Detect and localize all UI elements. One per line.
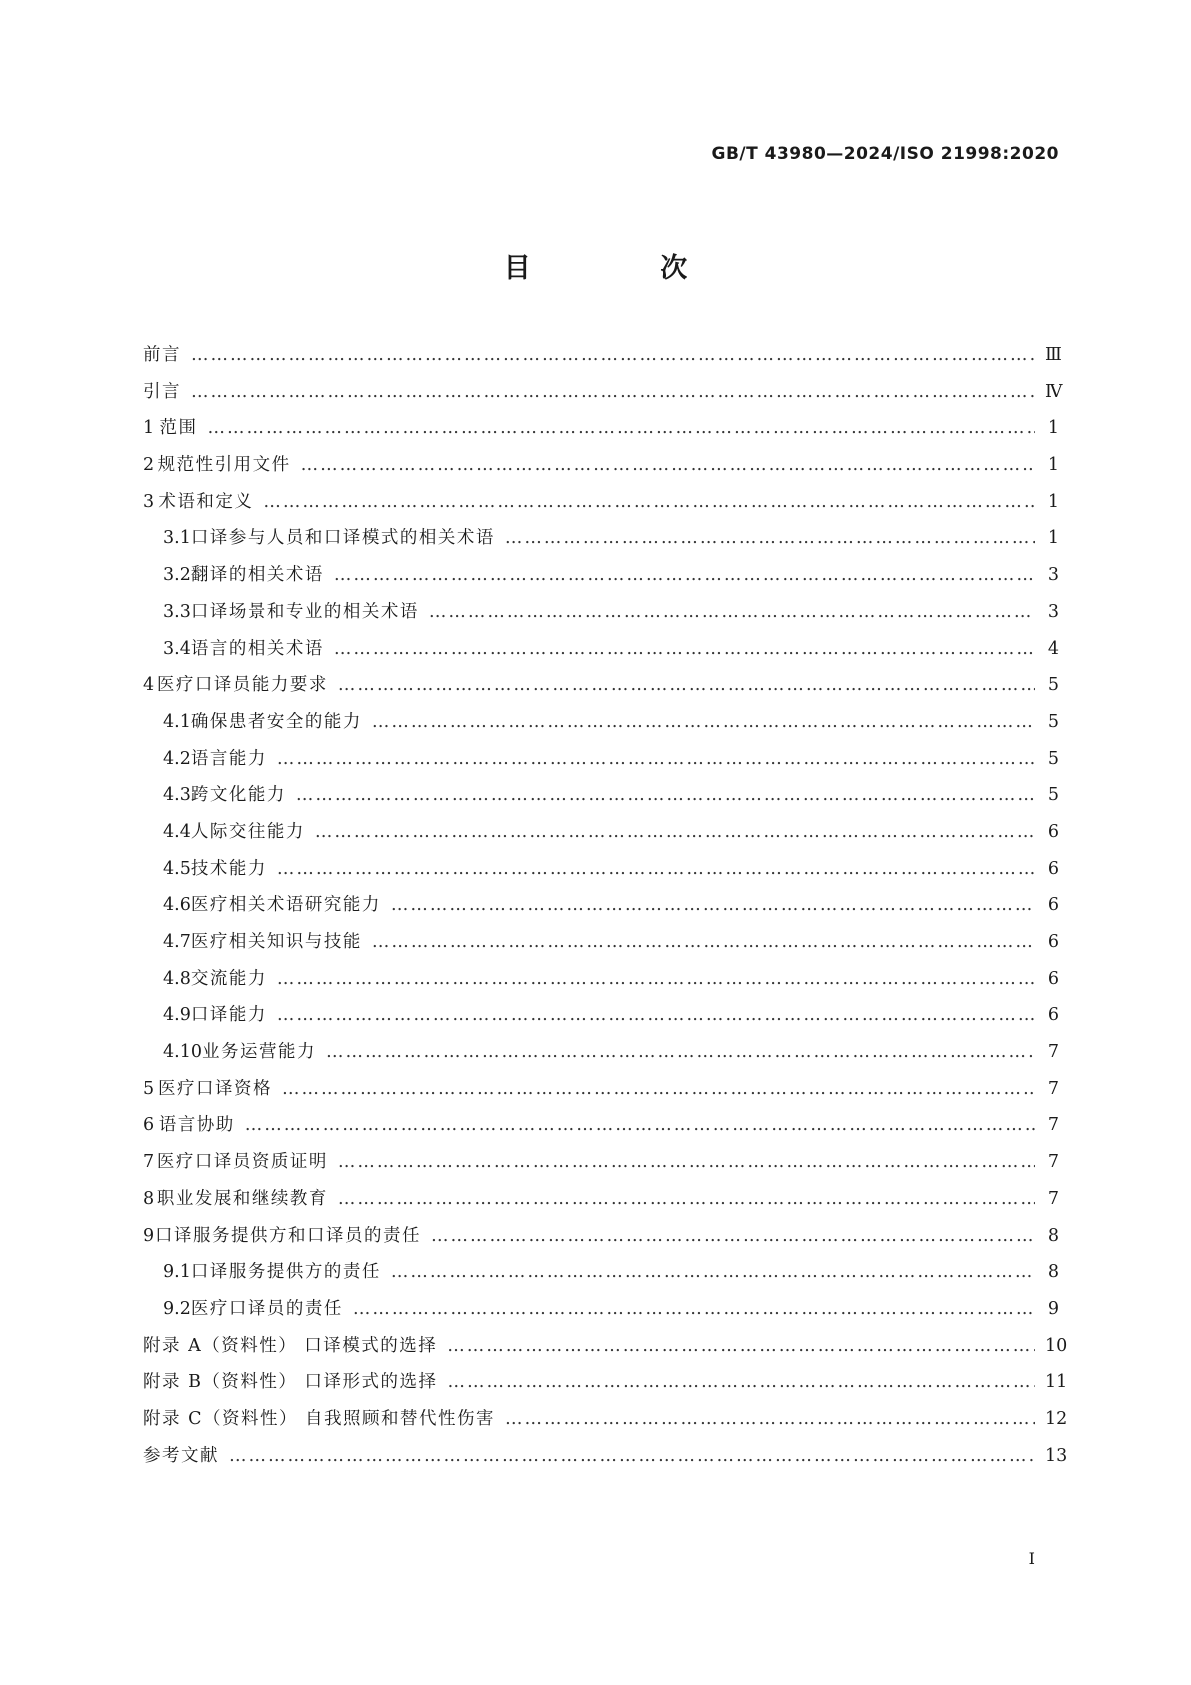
toc-entry-label: 规范性引用文件 [157,455,291,476]
toc-entry-label: 口译能力 [190,1005,267,1026]
toc-entry[interactable] [143,374,1063,411]
toc-leader-dots [208,410,1036,447]
toc-entry-page: 3 [1047,565,1059,586]
toc-entry-label: 口译场景和专业的相关术语 [190,601,419,622]
toc-entry-label: 引言 [143,381,181,402]
toc-entry[interactable] [143,704,1059,741]
toc-entry-label: 医疗口译员资质证明 [156,1152,328,1173]
toc-entry-page: 6 [1047,1005,1059,1026]
toc-entry-label: 职业发展和继续教育 [156,1188,328,1209]
toc-entry-page: 8 [1047,1225,1059,1246]
toc-leader-dots [431,1218,1035,1255]
toc-entry-number: 4.1 [163,711,191,732]
toc-entry-number: 4.2 [163,748,191,769]
toc-leader-dots [334,557,1035,594]
toc-entry-label: 范围 [159,418,198,439]
toc-leader-dots [353,1291,1035,1328]
toc-entry-number: 4.7 [163,932,191,952]
toc-entry[interactable] [143,1071,1059,1108]
toc-entry-page: 7 [1047,1115,1059,1136]
toc-entry[interactable] [143,1401,1068,1438]
toc-leader-dots [338,1181,1035,1218]
toc-entry-page: 11 [1045,1372,1068,1393]
toc-entry-label: 业务运营能力 [201,1042,316,1063]
toc-entry[interactable] [143,1291,1059,1328]
toc-entry-label: 技术能力 [190,858,267,879]
toc-leader-dots [282,1071,1035,1108]
toc-entry-page: 5 [1047,748,1059,769]
footer-page-number: Ⅰ [1028,1549,1035,1568]
toc-leader-dots [338,667,1035,704]
toc-entry-number: 9 [143,1225,155,1246]
toc-leader-dots [296,777,1035,814]
toc-entry[interactable] [143,997,1059,1034]
toc-entry-label: 口译服务提供方和口译员的责任 [155,1225,422,1246]
toc-entry-label: 医疗口译员的责任 [190,1298,343,1319]
toc-entry-number: 3.4 [163,638,191,659]
toc-entry-label: 交流能力 [190,968,267,989]
toc-entry[interactable] [143,1328,1068,1365]
toc-leader-dots [448,1364,1036,1401]
toc-entry-number: 3.3 [163,601,191,622]
toc-entry-label: 口译服务提供方的责任 [190,1262,381,1283]
toc-entry-page: 7 [1047,1078,1059,1099]
toc-entry-number: 8 [143,1188,155,1209]
toc-entry-label: 语言能力 [190,748,267,769]
toc-leader-dots [191,337,1035,374]
toc-entry-number: 4.10 [163,1042,202,1063]
toc-entry[interactable] [143,1107,1059,1144]
toc-entry-number: 4.4 [163,821,191,842]
toc-entry-page: 6 [1047,932,1059,952]
toc-leader-dots [391,887,1035,924]
toc-leader-dots [326,1034,1035,1071]
toc-entry[interactable] [143,667,1059,704]
toc-entry[interactable] [143,1034,1059,1071]
toc-entry-label: 医疗相关术语研究能力 [190,895,381,916]
toc-entry[interactable] [143,1438,1068,1475]
table-of-contents [143,337,1068,1474]
toc-entry[interactable] [143,594,1059,631]
toc-leader-dots [277,851,1035,888]
toc-leader-dots [391,1254,1035,1291]
toc-entry-number: 4.9 [163,1005,191,1026]
toc-entry-number: 7 [143,1152,155,1173]
toc-entry-page: 7 [1047,1042,1059,1063]
toc-entry[interactable] [143,484,1059,521]
toc-entry-label: 前言 [143,345,181,365]
toc-entry[interactable] [143,851,1059,888]
toc-leader-dots [277,741,1035,778]
toc-entry[interactable] [143,520,1059,557]
toc-leader-dots [245,1107,1035,1144]
toc-leader-dots [277,997,1035,1034]
toc-entry[interactable] [143,741,1059,778]
toc-entry[interactable] [143,410,1059,447]
toc-entry-label: 翻译的相关术语 [190,565,324,586]
toc-entry-label: 医疗口译员能力要求 [156,675,328,696]
toc-entry[interactable] [143,961,1059,998]
toc-entry-page: 1 [1047,528,1059,549]
toc-entry-page: 5 [1047,785,1059,806]
toc-entry[interactable] [143,1364,1068,1401]
toc-entry-page: 10 [1045,1335,1068,1356]
toc-entry-number: 2 [143,455,155,476]
toc-entry[interactable] [143,1254,1059,1291]
toc-leader-dots [263,484,1035,521]
standard-identifier: GB/T 43980—2024/ISO 21998:2020 [711,144,1059,164]
toc-entry-number: 3.2 [163,565,191,586]
toc-entry-label: 跨文化能力 [190,785,286,806]
toc-entry-page: 6 [1047,858,1059,879]
toc-entry-page: 1 [1047,455,1059,476]
toc-entry-label: 附录 A（资料性） 口译模式的选择 [143,1335,438,1356]
toc-leader-dots [334,631,1035,668]
toc-entry-number: 4.5 [163,858,191,879]
toc-entry-label: 语言协助 [158,1115,235,1136]
toc-entry-number: 3.1 [163,528,191,549]
toc-entry-label: 确保患者安全的能力 [190,711,362,732]
toc-entry-page: 7 [1047,1152,1059,1173]
toc-leader-dots [372,704,1035,741]
toc-entry-label: 医疗相关知识与技能 [190,932,362,952]
toc-entry[interactable] [143,557,1059,594]
toc-leader-dots [191,374,1035,411]
toc-entry-page: 4 [1047,638,1059,659]
toc-entry-label: 附录 B（资料性） 口译形式的选择 [143,1372,438,1393]
toc-leader-dots [372,924,1035,961]
toc-entry-page: Ⅲ [1045,345,1062,365]
toc-entry-label: 语言的相关术语 [190,638,324,659]
toc-leader-dots [315,814,1035,851]
toc-entry-page: 6 [1047,821,1059,842]
toc-entry-page: 6 [1047,968,1059,989]
toc-entry[interactable] [143,631,1059,668]
toc-entry-page: 8 [1047,1262,1059,1283]
toc-leader-dots [429,594,1035,631]
toc-entry-number: 4.8 [163,968,191,989]
toc-entry[interactable] [143,337,1062,374]
toc-entry-number: 4.3 [163,785,191,806]
toc-entry-page: 5 [1047,711,1059,732]
toc-leader-dots [338,1144,1035,1181]
toc-entry[interactable] [143,1144,1059,1181]
toc-leader-dots [229,1438,1035,1475]
toc-entry-page: 13 [1045,1445,1068,1466]
toc-entry-number: 4.6 [163,895,191,916]
toc-entry-page: 7 [1047,1188,1059,1209]
toc-entry-label: 医疗口译资格 [158,1078,273,1099]
toc-entry[interactable] [143,1218,1059,1255]
toc-entry[interactable] [143,924,1059,961]
toc-title: 目 次 [503,253,748,284]
toc-entry-page: 12 [1045,1408,1068,1429]
toc-leader-dots [505,520,1035,557]
toc-entry-label: 口译参与人员和口译模式的相关术语 [190,528,495,549]
toc-entry-page: 9 [1047,1298,1059,1319]
toc-entry-number: 9.2 [163,1298,191,1319]
toc-entry-page: 1 [1047,418,1059,439]
toc-entry[interactable] [143,1181,1059,1218]
toc-entry-label: 术语和定义 [158,491,254,512]
toc-entry[interactable] [143,777,1059,814]
toc-entry-label: 参考文献 [143,1445,219,1466]
toc-entry-number: 1 [143,418,155,439]
toc-entry-label: 附录 C（资料性） 自我照顾和替代性伤害 [143,1408,496,1429]
toc-leader-dots [447,1328,1035,1365]
toc-entry-page: Ⅳ [1045,381,1063,402]
toc-leader-dots [301,447,1035,484]
toc-leader-dots [505,1401,1035,1438]
toc-entry-number: 9.1 [163,1262,191,1283]
toc-entry-page: 6 [1047,895,1059,916]
toc-entry-number: 4 [143,675,155,696]
toc-entry-number: 3 [143,491,155,512]
toc-entry-page: 3 [1047,601,1059,622]
toc-entry-page: 5 [1047,675,1059,696]
toc-entry-number: 5 [143,1078,155,1099]
toc-entry[interactable] [143,887,1059,924]
toc-entry[interactable] [143,447,1059,484]
toc-entry-number: 6 [143,1115,155,1136]
toc-entry-page: 1 [1047,491,1059,512]
toc-leader-dots [277,961,1035,998]
toc-entry[interactable] [143,814,1059,851]
toc-entry-label: 人际交往能力 [190,821,305,842]
